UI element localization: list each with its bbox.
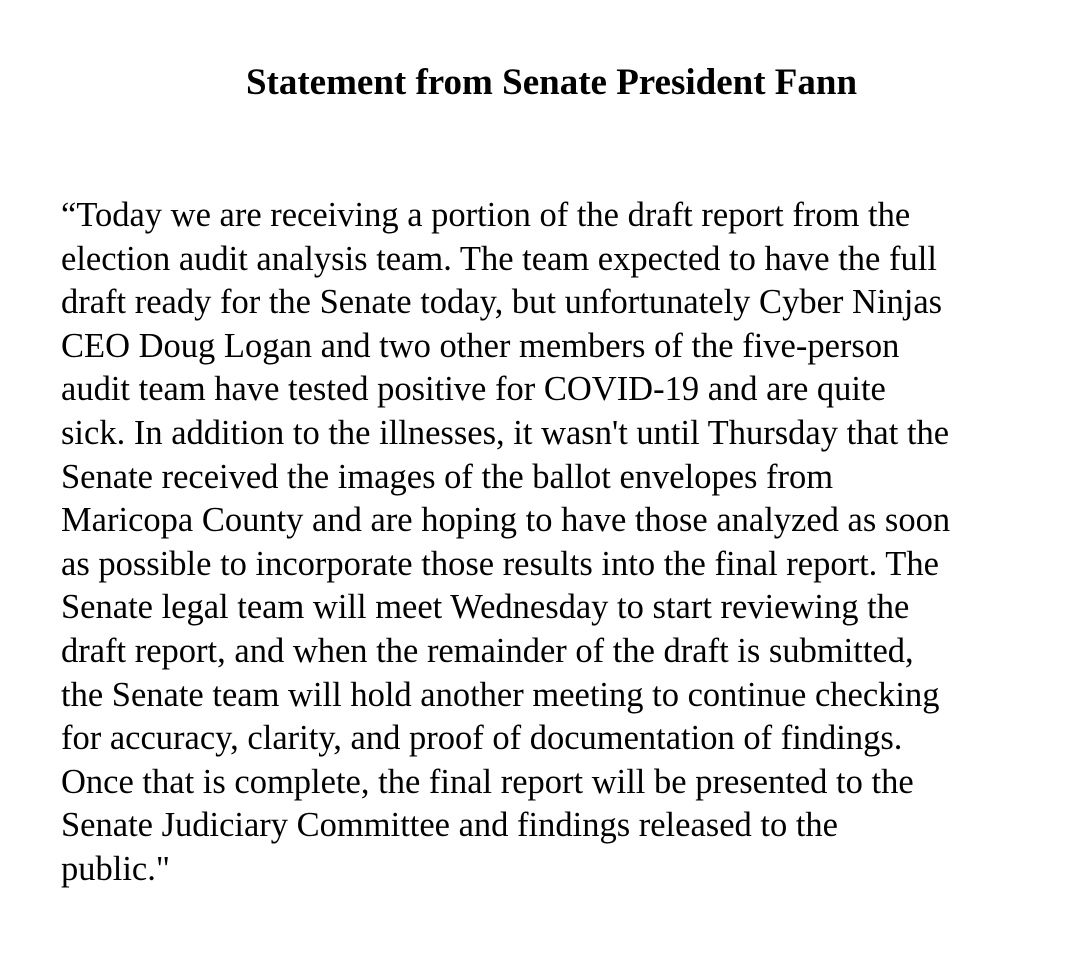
statement-line: public." bbox=[61, 849, 170, 888]
statement-line: audit team have tested positive for COVID-19 and are quite bbox=[61, 370, 886, 409]
statement-body bbox=[61, 194, 1071, 892]
statement-line: as possible to incorporate those results into the final report. The bbox=[61, 544, 939, 583]
statement-line: Senate received the images of the ballot envelopes from bbox=[61, 457, 834, 496]
statement-line: Senate Judiciary Committee and findings released to the bbox=[61, 806, 838, 845]
statement-line: “Today we are receiving a portion of the draft report from the bbox=[61, 196, 911, 234]
statement-line: Once that is complete, the final report will be presented to the bbox=[61, 762, 914, 801]
statement-line: Maricopa County and are hoping to have those analyzed as soon bbox=[61, 501, 951, 540]
statement-line: Senate legal team will meet Wednesday to start reviewing the bbox=[61, 588, 910, 627]
statement-title: Statement from Senate President Fann bbox=[245, 62, 858, 103]
statement-line: sick. In addition to the illnesses, it wasn't until Thursday that the bbox=[61, 413, 950, 452]
statement-line: CEO Doug Logan and two other members of the five-person bbox=[61, 326, 900, 365]
statement-line: draft report, and when the remainder of the draft is submitted, bbox=[61, 631, 914, 670]
statement-line: for accuracy, clarity, and proof of documentation of findings. bbox=[61, 719, 903, 758]
statement-line: draft ready for the Senate today, but unfortunately Cyber Ninjas bbox=[61, 283, 943, 322]
statement-line: the Senate team will hold another meeting to continue checking bbox=[61, 675, 940, 714]
statement-line: election audit analysis team. The team expected to have the full bbox=[61, 239, 937, 278]
